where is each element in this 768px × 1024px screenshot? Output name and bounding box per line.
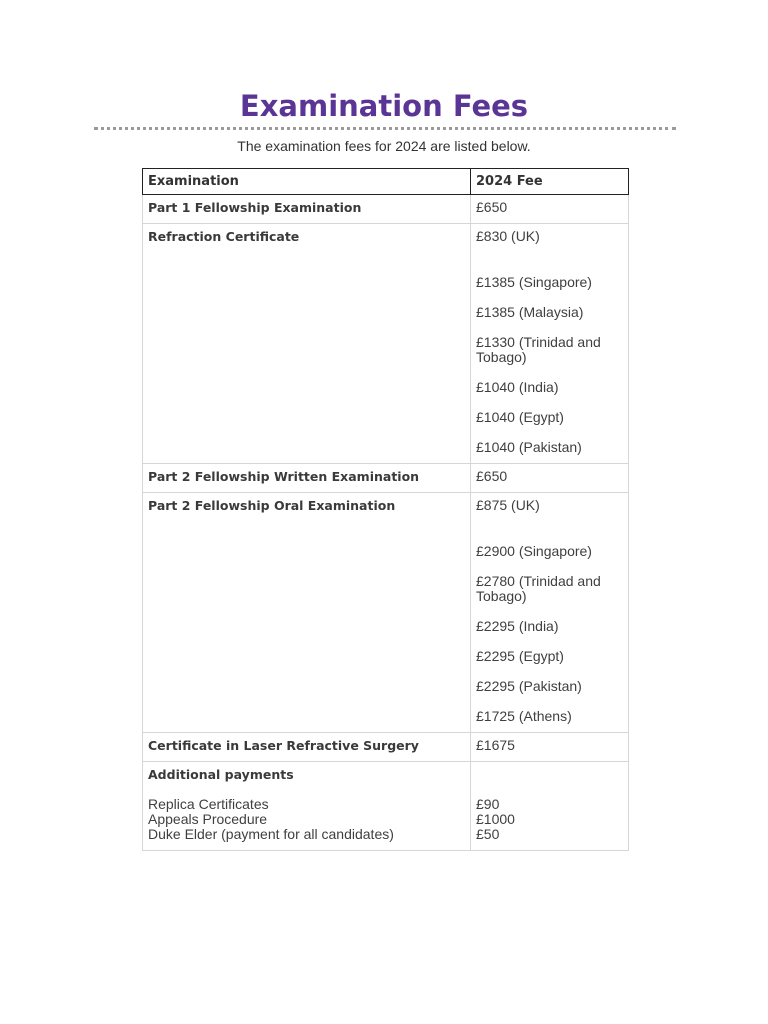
additional-payments-heading: Additional payments: [148, 767, 294, 782]
fee-cell: [471, 195, 629, 224]
fee-cell: [471, 493, 629, 733]
fee-value: £2295 (India): [476, 618, 559, 634]
fee-value: £1385 (Singapore): [476, 274, 592, 290]
exam-cell: [143, 762, 471, 851]
table-row: [143, 464, 629, 493]
fee-value: £875 (UK): [476, 497, 540, 513]
fee-value: £1040 (Egypt): [476, 409, 564, 425]
fee-cell: [471, 224, 629, 464]
exam-cell: [143, 493, 471, 733]
fee-value: £1040 (Pakistan): [476, 439, 582, 455]
additional-item-label: Duke Elder (payment for all candidates): [148, 826, 394, 842]
table-header-row: [143, 169, 629, 195]
fee-value: £2295 (Pakistan): [476, 678, 582, 694]
additional-item-fee: £1000: [476, 811, 515, 827]
table-row: [143, 224, 629, 464]
fee-cell: [471, 464, 629, 493]
exam-cell: [143, 224, 471, 464]
exam-name: Part 1 Fellowship Examination: [148, 200, 362, 215]
fee-value: £2900 (Singapore): [476, 543, 592, 559]
additional-item-fee: £90: [476, 796, 500, 812]
table-row: [143, 493, 629, 733]
fee-value: £2780 (Trinidad and Tobago): [476, 573, 601, 604]
fee-cell: [471, 762, 629, 851]
fee-value: £1385 (Malaysia): [476, 304, 584, 320]
exam-name: Refraction Certificate: [148, 229, 300, 244]
dotted-divider: [94, 127, 676, 130]
fee-value: £1675: [476, 737, 515, 753]
fee-value: £1330 (Trinidad and Tobago): [476, 334, 601, 365]
fee-cell: [471, 733, 629, 762]
exam-cell: [143, 195, 471, 224]
exam-name: Part 2 Fellowship Oral Examination: [148, 498, 396, 513]
fee-value: £2295 (Egypt): [476, 648, 564, 664]
exam-cell: [143, 733, 471, 762]
table-row: [143, 195, 629, 224]
page-title: Examination Fees: [239, 89, 529, 123]
fees-table: [142, 168, 629, 851]
fee-value: £650: [476, 468, 508, 484]
exam-name: Part 2 Fellowship Written Examination: [148, 469, 420, 484]
exam-cell: [143, 464, 471, 493]
intro-text: The examination fees for 2024 are listed below.: [237, 138, 531, 154]
fee-value: £1725 (Athens): [476, 708, 572, 724]
additional-item-fee: £50: [476, 826, 500, 842]
column-header-fee: 2024 Fee: [471, 169, 629, 195]
fee-value: £1040 (India): [476, 379, 559, 395]
table-row-additional-payments: [143, 762, 629, 851]
table-row: [143, 733, 629, 762]
additional-item-label: Replica Certificates: [148, 796, 269, 812]
fee-value: £830 (UK): [476, 228, 540, 244]
additional-item-label: Appeals Procedure: [148, 811, 268, 827]
fee-value: £650: [476, 199, 508, 215]
column-header-examination: Examination: [143, 169, 471, 195]
exam-name: Certificate in Laser Refractive Surgery: [148, 738, 419, 753]
